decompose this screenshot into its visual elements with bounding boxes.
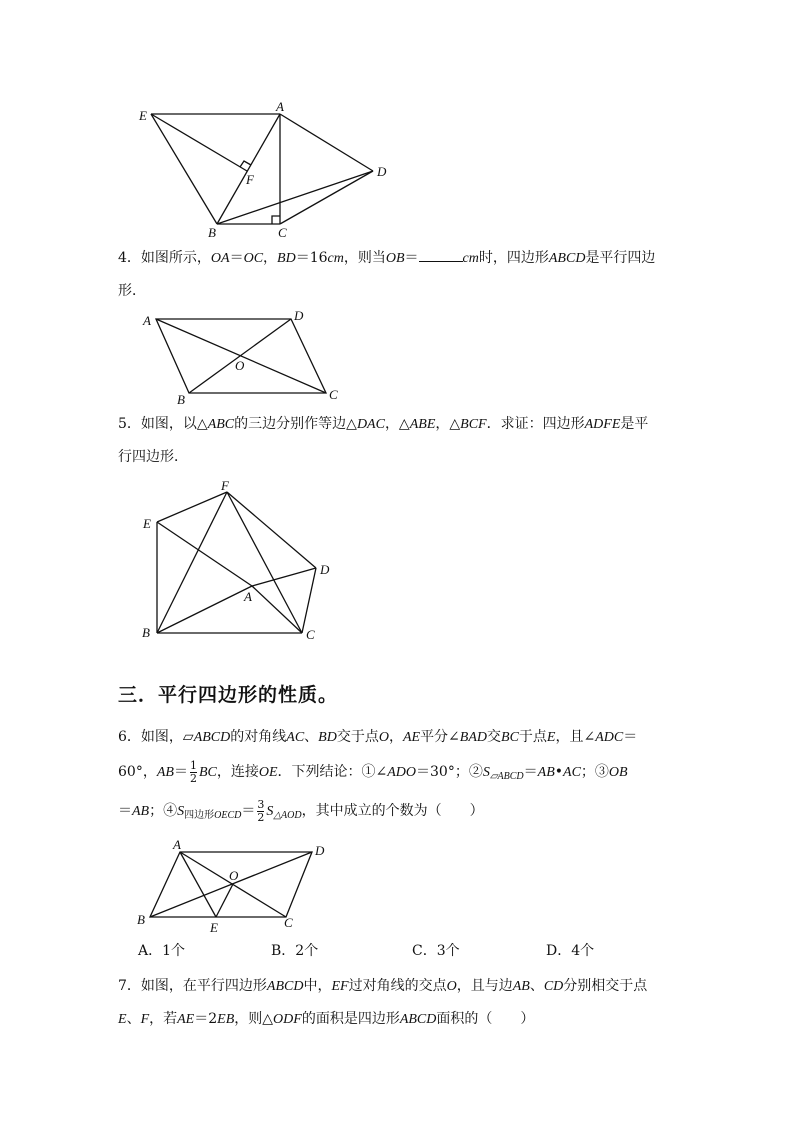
label-c: C <box>329 387 338 402</box>
figure-quadrilateral-eadcb <box>0 0 794 250</box>
fraction-one-half: $\frac{1}{2}$ <box>189 758 197 785</box>
fraction-three-halves: $\frac{3}{2}$ <box>257 797 265 824</box>
figure-q6-svg <box>0 835 794 935</box>
label-c: C <box>306 627 315 642</box>
label-c: C <box>278 225 287 240</box>
segment-fd <box>227 492 316 568</box>
label-b: B <box>177 392 185 407</box>
segment-ea <box>157 522 252 586</box>
label-a: A <box>276 99 284 114</box>
segment-ad <box>280 114 373 171</box>
label-b: B <box>208 225 216 240</box>
segment-fc <box>227 492 302 633</box>
segment-ef <box>157 492 227 522</box>
label-o: O <box>235 358 245 373</box>
diagonal-bd <box>150 852 312 917</box>
option-c[interactable]: C．3个 <box>412 943 460 959</box>
label-o: O <box>229 868 239 883</box>
label-c: C <box>284 915 293 930</box>
label-e: E <box>139 108 147 123</box>
label-a: A <box>173 837 181 852</box>
right-angle-mark-f <box>240 161 251 167</box>
question-5: 5．如图，以△ABC的三边分别作等边△DAC，△ABE，△BCF．求证：四边形ADFE是平 行四边形． <box>118 416 649 465</box>
label-f: F <box>221 478 229 493</box>
option-a[interactable]: A．1个 <box>138 943 186 959</box>
label-d: D <box>377 164 387 179</box>
question-6: 6．如图，▱ABCD的对角线AC、BD交于点O，AE平分∠BAD交BC于点E，且∠ADC＝ 60°，AB＝ $\frac{1}{2}$ BC，连接OE．下列结论：①∠ADO＝30°；$②S_{▱ABCD}=AB•AC$；③OB ＝AB；$④S_{四边形OECD}=$ $\frac{3}{2}$ $S_{\triangle AOD}$，其中成立的个数为（ ） <box>118 729 638 824</box>
figure-parallelogram-q6 <box>0 835 794 935</box>
label-d: D <box>315 843 325 858</box>
figure-top-svg <box>0 0 794 250</box>
label-a: A <box>244 589 252 604</box>
answer-blank[interactable] <box>419 247 463 262</box>
figure-q4-svg <box>0 300 794 410</box>
segment-ab <box>157 586 252 633</box>
label-a: A <box>143 313 151 328</box>
figure-equilateral-triangles-q5 <box>0 475 794 645</box>
figure-q5-svg <box>0 475 794 645</box>
label-d: D <box>320 562 330 577</box>
figure-parallelogram-q4 <box>0 300 794 410</box>
question-number: 4． <box>118 250 141 266</box>
label-e: E <box>210 920 218 935</box>
segment-ac <box>252 586 302 633</box>
segment-ab <box>217 114 280 224</box>
option-d[interactable]: D．4个 <box>546 943 595 959</box>
question-4: 4．如图所示，OA＝OC，BD＝16cm，则当OB＝ cm时，四边形ABCD是平行四边 形． <box>118 242 678 307</box>
label-d: D <box>294 308 304 323</box>
question-number: 6． <box>118 729 141 745</box>
label-b: B <box>137 912 145 927</box>
section-heading: 三．平行四边形的性质。 <box>118 684 339 706</box>
question-number: 7． <box>118 978 141 994</box>
segment-dc <box>302 568 316 633</box>
segment-ef <box>151 114 247 171</box>
label-f: F <box>246 172 254 187</box>
question-7: 7．如图，在平行四边形ABCD中，EF过对角线的交点O，且与边AB、CD分别相交于点 E、F，若AE＝2EB，则△ODF的面积是四边形ABCD面积的（ ） <box>118 978 648 1027</box>
question-number: 5． <box>118 416 141 432</box>
option-b[interactable]: B．2个 <box>271 943 319 959</box>
label-b: B <box>142 625 150 640</box>
segment-ae <box>180 852 216 917</box>
right-angle-mark-c <box>272 216 280 224</box>
segment-eb <box>151 114 217 224</box>
segment-ad <box>252 568 316 586</box>
diagonal-bd <box>189 319 291 393</box>
label-e: E <box>143 516 151 531</box>
